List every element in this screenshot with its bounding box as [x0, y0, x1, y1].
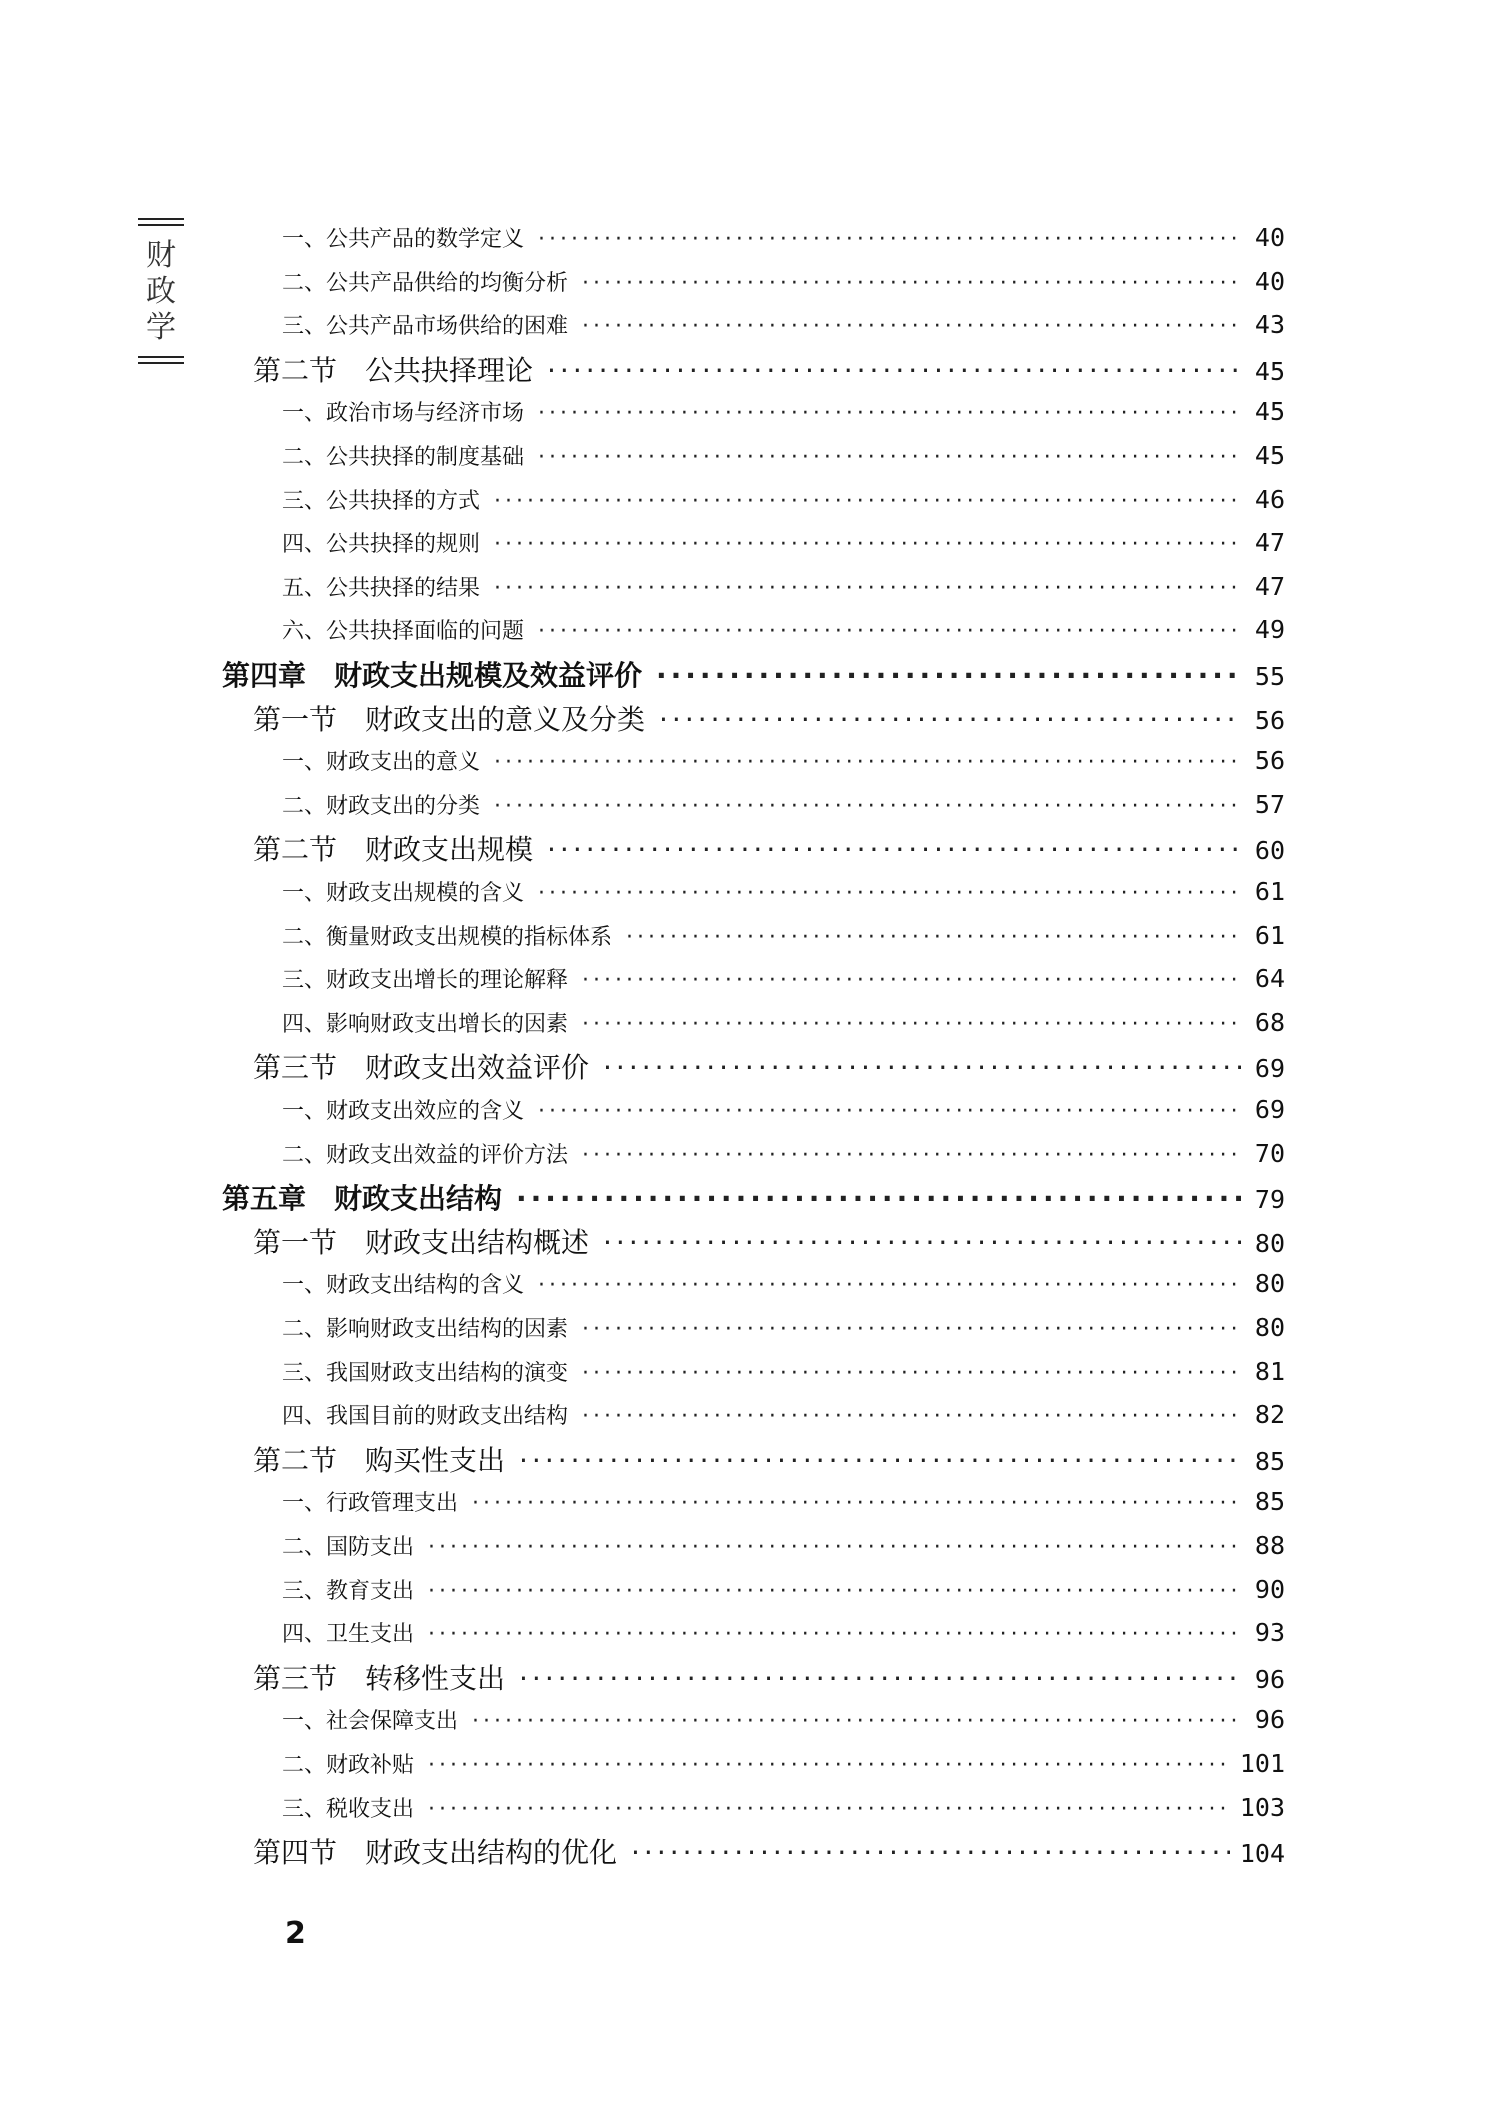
toc-page-number: 85 [1254, 1446, 1285, 1476]
toc-entry-title: 四、我国目前的财政支出结构 [282, 1404, 569, 1430]
toc-page-number: 55 [1254, 662, 1285, 691]
toc-page-number: 43 [1254, 310, 1285, 340]
toc-page-number: 104 [1239, 1839, 1285, 1869]
toc-item[interactable] [282, 440, 1285, 471]
toc-page-number: 80 [1254, 1228, 1285, 1258]
page-number: 2 [285, 1916, 306, 1951]
toc-section[interactable] [253, 828, 1285, 868]
dot-leader [538, 1099, 1241, 1124]
toc-page-number: 80 [1254, 1313, 1285, 1342]
dot-leader [494, 532, 1241, 557]
toc-entry-title: 三、公共产品市场供给的困难 [282, 314, 569, 340]
toc-item[interactable] [282, 396, 1285, 427]
running-header-char: 财 [146, 238, 176, 273]
toc-entry-title: 一、行政管理支出 [282, 1491, 459, 1517]
dot-leader [516, 1182, 1241, 1215]
dot-leader [472, 1491, 1241, 1516]
toc-entry-title: 第二节 财政支出规模 [253, 833, 534, 867]
toc-entry-title: 三、教育支出 [282, 1578, 415, 1604]
dot-leader [603, 1051, 1241, 1084]
toc-item[interactable] [282, 571, 1285, 602]
toc-entry-title: 五、公共抉择的结果 [282, 575, 481, 601]
dot-leader [582, 271, 1241, 296]
toc-entry-title: 第四章 财政支出规模及效益评价 [222, 659, 643, 692]
toc-entry-title: 第三节 财政支出效益评价 [253, 1051, 590, 1085]
dot-leader [659, 703, 1241, 736]
toc-entry-title: 六、公共抉择面临的问题 [282, 619, 525, 645]
toc-page-number: 70 [1254, 1138, 1285, 1168]
toc-entry-title: 三、税收支出 [282, 1796, 415, 1822]
toc-entry-title: 三、公共抉择的方式 [282, 488, 481, 514]
toc-item[interactable] [282, 1399, 1285, 1430]
toc-entry-title: 一、财政支出效应的含义 [282, 1099, 525, 1124]
toc-item[interactable] [282, 1574, 1285, 1605]
toc-section[interactable] [253, 1831, 1285, 1871]
dot-leader [582, 314, 1241, 339]
toc-page-number: 85 [1254, 1487, 1285, 1517]
dot-leader [538, 227, 1241, 252]
toc-item[interactable] [282, 1530, 1285, 1561]
toc-section[interactable] [253, 1221, 1285, 1261]
toc-entry-title: 第四节 财政支出结构的优化 [253, 1836, 618, 1870]
dot-leader [538, 1273, 1241, 1298]
dot-leader [519, 1444, 1241, 1477]
toc-page-number: 61 [1254, 920, 1285, 950]
running-header-char: 学 [146, 310, 176, 345]
toc-chapter[interactable] [222, 654, 1285, 694]
toc-entry-title: 第一节 财政支出结构概述 [253, 1225, 590, 1259]
dot-leader [428, 1579, 1241, 1604]
dot-leader [428, 1797, 1230, 1822]
dot-leader [538, 881, 1241, 906]
toc-page-number: 45 [1254, 356, 1285, 386]
toc-entry-title: 二、财政支出的分类 [282, 793, 481, 819]
toc-entry-title: 四、公共抉择的规则 [282, 532, 481, 558]
dot-leader [538, 619, 1241, 644]
dot-leader [472, 1709, 1241, 1734]
dot-leader [547, 354, 1241, 387]
toc-item[interactable] [282, 527, 1285, 558]
toc-page-number: 69 [1254, 1095, 1285, 1124]
dot-leader [582, 1012, 1241, 1037]
toc-page-number: 93 [1254, 1618, 1285, 1648]
dot-leader [582, 1361, 1241, 1386]
toc-page-number: 82 [1254, 1400, 1285, 1430]
toc-item[interactable] [282, 745, 1285, 776]
toc-entry-title: 二、公共抉择的制度基础 [282, 445, 525, 470]
toc-entry-title: 四、影响财政支出增长的因素 [282, 1011, 569, 1037]
toc-item[interactable] [282, 876, 1285, 907]
toc-item[interactable] [282, 1617, 1285, 1648]
dot-leader [494, 750, 1241, 775]
toc-entry-title: 一、公共产品的数学定义 [282, 227, 525, 252]
dot-leader [538, 401, 1241, 426]
toc-entry-title: 二、财政支出效益的评价方法 [282, 1142, 569, 1168]
toc-page-number: 80 [1254, 1269, 1285, 1299]
toc-page-number: 81 [1254, 1356, 1285, 1386]
toc-entry-title: 四、卫生支出 [282, 1622, 415, 1648]
toc-item[interactable] [282, 1312, 1285, 1343]
dot-leader [428, 1753, 1230, 1778]
toc-entry-title: 一、社会保障支出 [282, 1709, 459, 1735]
toc-page-number: 61 [1254, 877, 1285, 906]
toc-item[interactable] [282, 1704, 1285, 1735]
dot-leader [494, 576, 1241, 601]
toc-page-number: 57 [1254, 789, 1285, 819]
toc-item[interactable] [282, 789, 1285, 820]
toc-page-number: 79 [1254, 1185, 1285, 1215]
toc-page-number: 47 [1254, 528, 1285, 558]
toc-page-number: 68 [1254, 1007, 1285, 1037]
dot-leader [582, 1143, 1241, 1168]
toc-entry-title: 二、国防支出 [282, 1535, 415, 1560]
toc-page-number: 69 [1254, 1054, 1285, 1084]
toc-page-number: 60 [1254, 836, 1285, 866]
toc-page-number: 96 [1254, 1664, 1285, 1694]
toc-section[interactable] [253, 1439, 1285, 1479]
toc-entry-title: 第二节 购买性支出 [253, 1443, 506, 1477]
toc-item[interactable] [282, 1486, 1285, 1517]
toc-page-number: 46 [1254, 484, 1285, 514]
dot-leader [582, 1317, 1241, 1342]
dot-leader [631, 1836, 1230, 1869]
dot-leader [656, 659, 1241, 692]
toc-chapter[interactable] [222, 1177, 1285, 1217]
dot-leader [519, 1662, 1241, 1695]
toc-entry-title: 二、影响财政支出结构的因素 [282, 1317, 569, 1342]
toc-entry-title: 二、衡量财政支出规模的指标体系 [282, 924, 613, 950]
dot-leader [603, 1226, 1241, 1259]
dot-leader [494, 489, 1241, 514]
toc-entry-title: 一、财政支出的意义 [282, 750, 481, 776]
toc-item[interactable] [282, 1138, 1285, 1169]
header-rule-bottom [138, 356, 184, 364]
toc-entry-title: 二、公共产品供给的均衡分析 [282, 270, 569, 296]
dot-leader [547, 833, 1241, 866]
toc-entry-title: 一、政治市场与经济市场 [282, 401, 525, 427]
toc-entry-title: 三、财政支出增长的理论解释 [282, 968, 569, 994]
running-header-char: 政 [146, 274, 176, 309]
toc-page-number: 88 [1254, 1531, 1285, 1560]
toc-page-number: 40 [1254, 266, 1285, 296]
toc-page-number: 40 [1254, 223, 1285, 252]
dot-leader [582, 1404, 1241, 1429]
header-rule-top [138, 218, 184, 226]
toc-page-number: 90 [1254, 1574, 1285, 1604]
toc-entry-title: 一、财政支出结构的含义 [282, 1273, 525, 1299]
toc-item[interactable] [282, 484, 1285, 515]
toc-page-number: 101 [1239, 1749, 1285, 1778]
toc-section[interactable] [253, 1657, 1285, 1697]
toc-item[interactable] [282, 309, 1285, 340]
toc-entry-title: 三、我国财政支出结构的演变 [282, 1360, 569, 1386]
dot-leader [582, 968, 1241, 993]
toc-page-number: 49 [1254, 615, 1285, 645]
toc-entry-title: 二、财政补贴 [282, 1753, 415, 1778]
toc-page-number: 96 [1254, 1705, 1285, 1735]
toc-page-number: 64 [1254, 964, 1285, 994]
toc-page-number: 47 [1254, 571, 1285, 601]
running-header-tab [138, 218, 184, 364]
toc-item[interactable] [282, 1356, 1285, 1387]
toc-page-number: 56 [1254, 705, 1285, 735]
toc-item[interactable] [282, 1748, 1285, 1779]
toc-entry-title: 第五章 财政支出结构 [222, 1182, 503, 1216]
toc-section[interactable] [253, 698, 1285, 738]
toc-item[interactable] [282, 1007, 1285, 1038]
toc-item[interactable] [282, 963, 1285, 994]
toc-section[interactable] [253, 1046, 1285, 1086]
toc-entry-title: 第二节 公共抉择理论 [253, 353, 534, 387]
toc-item[interactable] [282, 614, 1285, 645]
toc-entry-title: 第一节 财政支出的意义及分类 [253, 702, 646, 736]
toc-item[interactable] [282, 222, 1285, 253]
toc-item[interactable] [282, 1094, 1285, 1125]
toc-item[interactable] [282, 920, 1285, 951]
dot-leader [428, 1622, 1241, 1647]
toc-entry-title: 一、财政支出规模的含义 [282, 881, 525, 906]
toc-page-number: 103 [1239, 1792, 1285, 1822]
dot-leader [538, 445, 1241, 470]
toc-item[interactable] [282, 1268, 1285, 1299]
dot-leader [494, 794, 1241, 819]
toc-page-number: 45 [1254, 441, 1285, 470]
toc-entry-title: 第三节 转移性支出 [253, 1661, 506, 1695]
toc-page-number: 45 [1254, 397, 1285, 427]
toc-page-number: 56 [1254, 746, 1285, 776]
toc-item[interactable] [282, 266, 1285, 297]
dot-leader [626, 925, 1241, 950]
dot-leader [428, 1535, 1241, 1560]
toc-section[interactable] [253, 349, 1285, 389]
toc-item[interactable] [282, 1792, 1285, 1823]
